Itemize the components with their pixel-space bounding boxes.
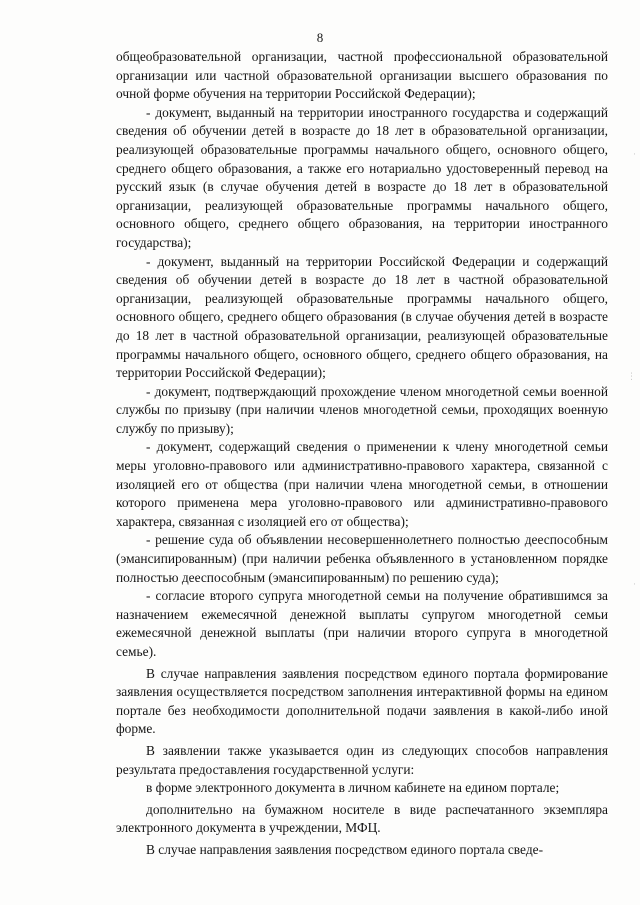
list-item-isolation-measure: - документ, содержащий сведения о применении к члену многодетной семьи меры уголовно-правового или административно-правового характера, связанной с изоляцией его от общества (при наличии члена многодетной семьи, в отношении которого применена мера уголовно-правового или административно-правового характера, связанная с изоляцией его от общества); [116,439,608,529]
paragraph-portal-form: В случае направления заявления посредством единого портала формирование заявления осуществляется посредством заполнения интерактивной формы на едином портале без необходимости дополнительной подачи заявления в какой-либо иной форме. [116,665,608,737]
paragraph-electronic-delivery: в форме электронного документа в личном кабинете на едином портале; [146,780,560,796]
paragraph-portal-info: В случае направления заявления посредством единого портала сведе- [146,841,544,857]
paragraph-continuation: общеобразовательной организации, частной профессиональной образовательной организации или частной образовательной организации высшего образования по очной форме обучения на территории Российской Федерации); [116,49,608,102]
paragraph-paper-delivery: дополнительно на бумажном носителе в виде распечатанного экземпляра электронного документа в учреждении, МФЦ. [116,801,608,836]
scan-artifact: · [633,580,636,590]
paragraph-delivery-methods: В заявлении также указывается один из следующих способов направления результата предоставления государственной услуги: [116,742,608,777]
list-item-russian-private-document: - документ, выданный на территории Российской Федерации и содержащий сведения об обучении детей в возрасте до 18 лет в частной образовательной организации, реализующей образовательные программы начального общего, основного общего, среднего общего образования (в случае обучения детей в возрасте до 18 лет в частной образовательной организации, реализующей образовательные программы начального общего, основного общего, среднего общего образования, на территории Российской Федерации); [116,253,608,381]
list-item-spouse-consent: - согласие второго супруга многодетной семьи на получение обратившимся за назначением ежемесячной денежной выплаты супругом многодетной семьи ежемесячной денежной выплаты (при наличии второго супруга в многодетной семье). [116,588,608,659]
list-item-foreign-document: - документ, выданный на территории иностранного государства и содержащий сведения об обучении детей в возрасте до 18 лет в образовательной организации, реализующей образовательные программы начального общего, основного общего, среднего общего образования, а также его нотариально удостоверенный перевод на русский язык (в случае обучения детей в возрасте до 18 лет в образовательной организации, реализующей образовательные программы начального общего, основного общего, среднего общего образования, на территории иностранного государства); [116,104,608,250]
page-number: 8 [316,30,324,45]
list-item-military-service: - документ, подтверждающий прохождение членом многодетной семьи военной службы по призыву (при наличии членов многодетной семьи, проходящих военную службу по призыву); [116,383,608,436]
scan-artifact: ⋮ [627,372,636,382]
list-item-court-decision: - решение суда об объявлении несовершеннолетнего полностью дееспособным (эмансипированным) (при наличии ребенка объявленного в установленном порядке полностью дееспособным (эмансипированным) по решению суда); [116,532,608,585]
scan-artifact: · [633,150,636,160]
document-body [116,48,608,860]
